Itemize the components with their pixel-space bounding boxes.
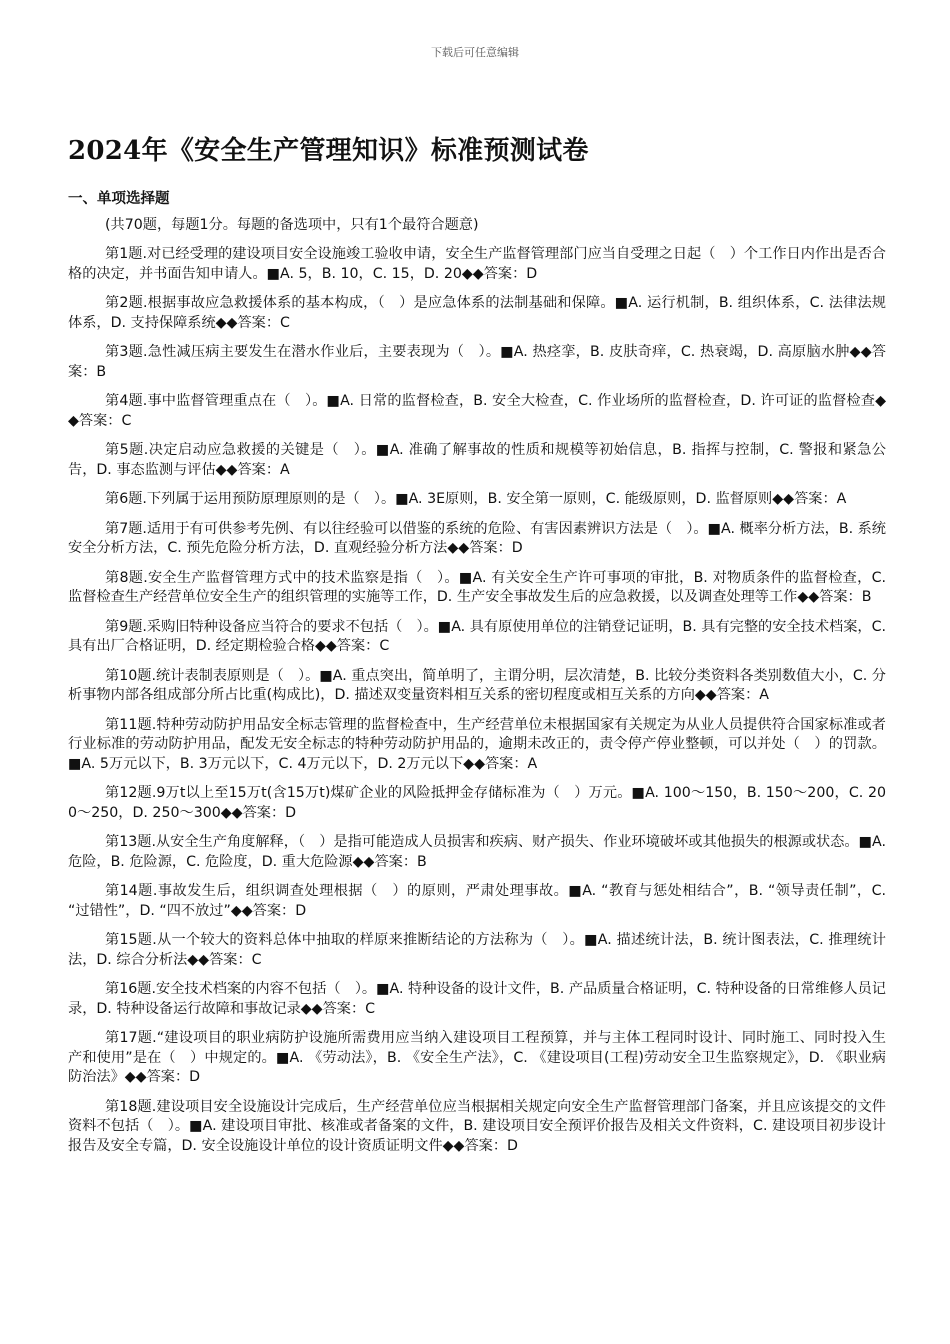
question-list — [68, 245, 886, 1166]
section-title: 一、单项选择题 — [68, 191, 170, 207]
question-item: 第3题.急性减压病主要发生在潜水作业后，主要表现为（ ）。■A. 热痉挛，B. 皮肤奇痒，C. 热衰竭，D. 高原脑水肿◆◆答案：B — [68, 344, 886, 380]
question-item: 第1题.对已经受理的建设项目安全设施竣工验收申请，安全生产监督管理部门应当自受理之日起（ ）个工作日内作出是否合格的决定，并书面告知申请人。■A. 5，B. 10，C. 15，D. 20◆◆答案：D — [68, 246, 886, 282]
question-item: 第2题.根据事故应急救援体系的基本构成，（ ）是应急体系的法制基础和保障。■A. 运行机制，B. 组织体系，C. 法律法规体系，D. 支持保障系统◆◆答案：C — [68, 295, 886, 331]
question-item: 第5题.决定启动应急救援的关键是（ ）。■A. 准确了解事故的性质和规模等初始信息，B. 指挥与控制，C. 警报和紧急公告，D. 事态监测与评估◆◆答案：A — [68, 442, 886, 478]
question-item: 第16题.安全技术档案的内容不包括（ ）。■A. 特种设备的设计文件，B. 产品质量合格证明，C. 特种设备的日常维修人员记录，D. 特种设备运行故障和事故记录◆◆答案：C — [68, 981, 886, 1017]
question-item: 第18题.建设项目安全设施设计完成后，生产经营单位应当根据相关规定向安全生产监督管理部门备案，并且应该提交的文件资料不包括（ ）。■A. 建设项目审批、核准或者备案的文件，B. 建设项目安全预评价报告及相关文件资料，C. 建设项目初步设计报告及安全专篇，D. 安全设施设计单位的设计资质证明文件◆◆答案：D — [68, 1098, 886, 1154]
question-item: 第12题.9万t以上至15万t(含15万t)煤矿企业的风险抵押金存储标准为（ ）万元。■A. 100～150，B. 150～200，C. 200～250，D. 250～300◆◆答案：D — [68, 785, 886, 821]
question-item: 第6题.下列属于运用预防原理原则的是（ ）。■A. 3E原则，B. 安全第一原则，C. 能级原则，D. 监督原则◆◆答案：A — [105, 491, 847, 507]
question-item: 第7题.适用于有可供参考先例、有以往经验可以借鉴的系统的危险、有害因素辨识方法是（ ）。■A. 概率分析方法，B. 系统安全分析方法，C. 预先危险分析方法，D. 直观经验分析方法◆◆答案：D — [68, 520, 886, 556]
question-item: 第11题.特种劳动防护用品安全标志管理的监督检查中，生产经营单位未根据国家有关规定为从业人员提供符合国家标准或者行业标准的劳动防护用品，配发无安全标志的特种劳动防护用品的，逾期未改正的，责令停产停业整顿，可以并处（ ）的罚款。■A. 5万元以下，B. 3万元以下，C. 4万元以下，D. 2万元以下◆◆答案：A — [68, 716, 886, 772]
question-item: 第8题.安全生产监督管理方式中的技术监察是指（ ）。■A. 有关安全生产许可事项的审批，B. 对物质条件的监督检查，C. 监督检查生产经营单位安全生产的组织管理的实施等工作，D. 生产安全事故发生后的应急救援，以及调查处理等工作◆◆答案：B — [68, 569, 886, 605]
question-item: 第14题.事故发生后，组织调查处理根据（ ）的原则，严肃处理事故。■A. “教育与惩处相结合”，B. “领导责任制”，C. “过错性”，D. “四不放过”◆◆答案：D — [68, 883, 886, 919]
question-item: 第13题.从安全生产角度解释，（ ）是指可能造成人员损害和疾病、财产损失、作业环境破坏或其他损失的根源或状态。■A. 危险，B. 危险源，C. 危险度，D. 重大危险源◆◆答案：B — [68, 834, 886, 870]
section-intro: (共70题，每题1分。每题的备选项中，只有1个最符合题意) — [105, 217, 479, 233]
question-item: 第9题.采购旧特种设备应当符合的要求不包括（ ）。■A. 具有原使用单位的注销登记证明，B. 具有完整的安全技术档案，C. 具有出厂合格证明，D. 经定期检验合格◆◆答案：C — [68, 618, 886, 654]
header-note: 下载后可任意编辑 — [431, 46, 519, 59]
document-title: 2024年《安全生产管理知识》标准预测试卷 — [68, 136, 589, 166]
question-item: 第4题.事中监督管理重点在（ ）。■A. 日常的监督检查，B. 安全大检查，C. 作业场所的监督检查，D. 许可证的监督检查◆◆答案：C — [68, 393, 886, 429]
question-item: 第15题.从一个较大的资料总体中抽取的样原来推断结论的方法称为（ ）。■A. 描述统计法，B. 统计图表法，C. 推理统计法，D. 综合分析法◆◆答案：C — [68, 932, 886, 968]
question-item: 第10题.统计表制表原则是（ ）。■A. 重点突出，简单明了，主谓分明，层次清楚，B. 比较分类资料各类别数值大小，C. 分析事物内部各组成部分所占比重(构成比)，D. 描述双变量资料相互关系的密切程度或相互关系的方向◆◆答案：A — [68, 667, 886, 703]
question-item: 第17题.“建设项目的职业病防护设施所需费用应当纳入建设项目工程预算，并与主体工程同时设计、同时施工、同时投入生产和使用”是在（ ）中规定的。■A. 《劳动法》，B. 《安全生产法》，C. 《建设项目(工程)劳动安全卫生监察规定》，D. 《职业病防治法》◆◆答案：D — [68, 1030, 886, 1085]
